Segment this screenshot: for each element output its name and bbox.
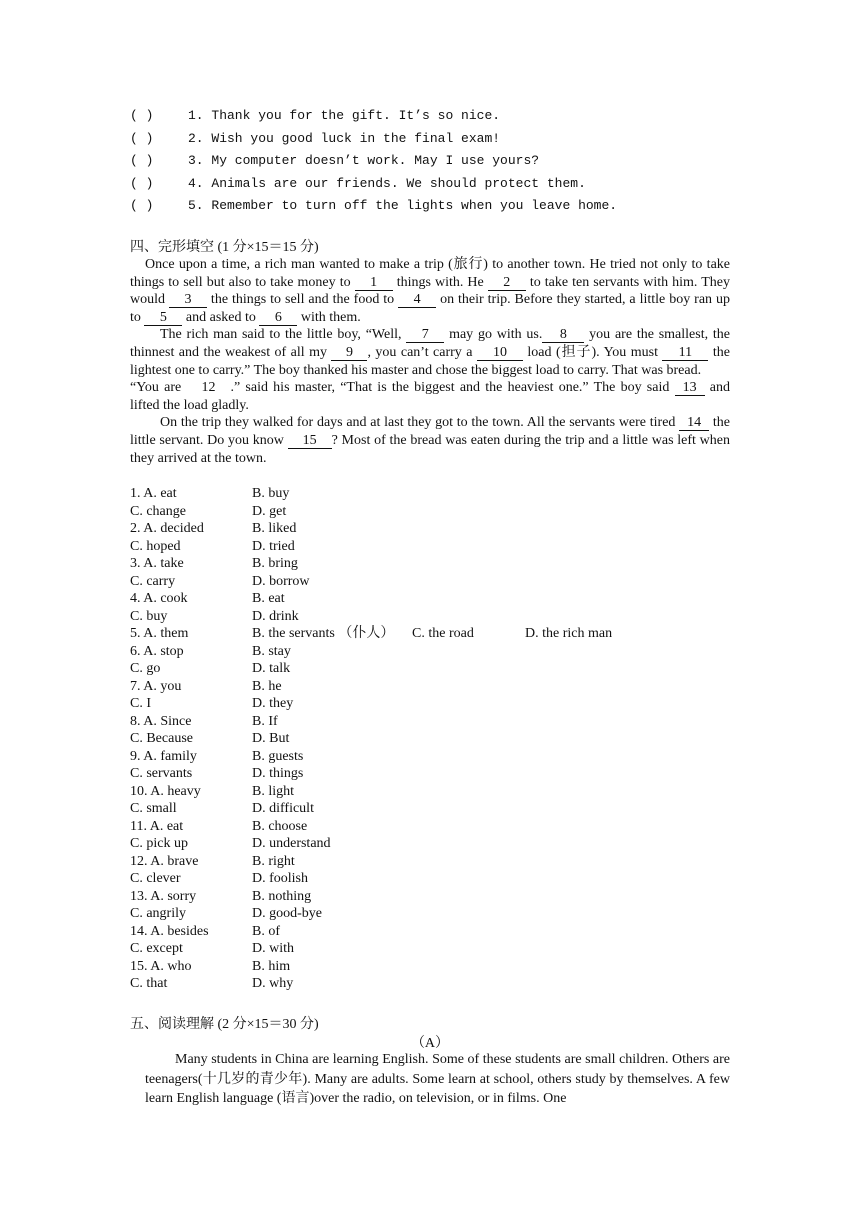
passage-label: （A）: [410, 1036, 450, 1051]
option: C. servants: [130, 766, 193, 782]
option: C. except: [130, 941, 183, 957]
option: D. foolish: [252, 871, 308, 887]
option: C. go: [130, 661, 161, 677]
option: B. nothing: [252, 888, 312, 904]
question-text: 5. Remember to turn off the lights when you leave home.: [188, 198, 618, 214]
passage-text: ? Most of the bread was eaten during the trip and a little was left when they arrived at the town.: [130, 432, 730, 466]
option: B. If: [252, 713, 278, 729]
blank-14: 14: [679, 416, 709, 431]
passage-text: the little servant. Do you know: [130, 415, 730, 448]
passage-text: load (担子). You must: [522, 344, 663, 360]
option: D. why: [252, 976, 294, 992]
passage-text: on their trip. Before they started, a little boy ran up to: [130, 292, 731, 325]
option: B. eat: [252, 591, 285, 607]
option: D. borrow: [252, 573, 310, 589]
option: 15. A. who: [130, 958, 192, 974]
option: C. carry: [130, 573, 176, 589]
passage-text: Once upon a time, a rich man wanted to make a trip (旅行) to another town. He tried not only to take things to sell but also to take money to: [130, 257, 730, 290]
option: D. things: [252, 766, 304, 782]
option: C. pick up: [130, 836, 188, 852]
answer-bracket: ( ): [130, 153, 154, 169]
option: C. the road: [412, 626, 474, 642]
passage-paragraph: [130, 379, 730, 414]
option: D. drink: [252, 608, 299, 624]
answer-bracket: ( ): [130, 130, 154, 146]
passage-text: On the trip they walked for days and at last they got to the town. All the servants were tired: [160, 415, 680, 431]
passage-text: .” said his master, “That is the biggest and the heaviest one.” The boy said: [230, 380, 675, 396]
passage-text: may go with us.: [444, 327, 543, 343]
option: B. of: [252, 923, 280, 939]
option: C. buy: [130, 608, 168, 624]
option: 13. A. sorry: [130, 888, 197, 904]
option: B. bring: [252, 556, 298, 572]
option: 6. A. stop: [130, 643, 184, 659]
blank-3: 3: [169, 293, 207, 308]
option: 2. A. decided: [130, 521, 204, 537]
option: 11. A. eat: [130, 818, 184, 834]
cloze-passage: [130, 256, 730, 467]
option: D. the rich man: [525, 626, 613, 642]
section-5-title: 五、阅读理解 (2 分×15＝30 分): [130, 1017, 319, 1032]
option: C. hoped: [130, 538, 181, 554]
option: D. good-bye: [252, 906, 322, 922]
option: D. understand: [252, 836, 331, 852]
blank-11: 11: [662, 346, 708, 361]
blank-15: 15: [288, 434, 332, 449]
option: B. choose: [252, 818, 308, 834]
option: C. Because: [130, 731, 193, 747]
blank-2: 2: [488, 276, 526, 291]
section-4-title: 四、完形填空 (1 分×15＝15 分): [130, 240, 319, 255]
blank-1: 1: [355, 276, 393, 291]
option: B. guests: [252, 748, 304, 764]
option: B. he: [252, 678, 282, 694]
reading-passage: [145, 1050, 730, 1109]
option: C. angrily: [130, 906, 186, 922]
option: D. get: [252, 503, 287, 519]
option: B. liked: [252, 521, 297, 537]
option: B. him: [252, 958, 291, 974]
passage-text: you are the smallest, the thinnest and the weakest of all my: [130, 327, 730, 360]
option: D. talk: [252, 661, 291, 677]
question-list: [130, 105, 740, 218]
option: 4. A. cook: [130, 591, 188, 607]
passage-paragraph: [130, 414, 730, 467]
question-item: [130, 105, 740, 128]
option: C. change: [130, 503, 186, 519]
option: B. light: [252, 783, 295, 799]
question-item: [130, 128, 740, 151]
option: 10. A. heavy: [130, 783, 201, 799]
passage-text: the things to sell and the food to: [206, 292, 399, 308]
option: C. I: [130, 696, 151, 712]
question-text: 1. Thank you for the gift. It’s so nice.: [188, 108, 501, 123]
blank-6: 6: [259, 311, 297, 326]
option: D. with: [252, 941, 294, 957]
passage-text: , you can’t carry a: [367, 344, 477, 360]
option: B. right: [252, 853, 295, 869]
passage-paragraph: [130, 256, 730, 326]
passage-paragraph: [130, 326, 730, 379]
passage-text: “You are: [130, 380, 187, 396]
passage-text: The rich man said to the little boy, “Well,: [160, 327, 407, 343]
blank-4: 4: [398, 293, 436, 308]
passage-text: with them.: [297, 309, 361, 325]
blank-7: 7: [406, 328, 444, 343]
blank-5: 5: [144, 311, 182, 326]
option: D. difficult: [252, 801, 314, 817]
blank-12: 12: [201, 380, 216, 396]
answer-bracket: ( ): [130, 198, 154, 214]
answer-bracket: ( ): [130, 108, 154, 123]
option: 12. A. brave: [130, 853, 199, 869]
option: B. stay: [252, 643, 291, 659]
option: 9. A. family: [130, 748, 197, 764]
passage-text: and lifted the load gladly.: [130, 380, 731, 413]
question-text: 2. Wish you good luck in the final exam!: [188, 130, 501, 146]
option: C. that: [130, 976, 168, 992]
blank-8: 8: [542, 328, 584, 343]
option: D. But: [252, 731, 290, 747]
option: B. the servants （仆人）: [252, 626, 395, 642]
option: B. buy: [252, 486, 290, 501]
passage-text: the lightest one to carry.” The boy thanked his master and chose the biggest load to carry. That was bread.: [130, 344, 730, 378]
option: C. small: [130, 801, 177, 817]
question-item: [130, 195, 740, 218]
passage-text: to take ten servants with him. They would: [130, 274, 730, 308]
option: 8. A. Since: [130, 713, 192, 729]
question-item: [130, 150, 740, 173]
option: 1. A. eat: [130, 486, 177, 501]
blank-13: 13: [675, 381, 705, 396]
passage-text: and asked to: [182, 309, 260, 325]
question-text: 3. My computer doesn’t work. May I use yours?: [188, 153, 540, 169]
option: D. they: [252, 696, 294, 712]
option: 3. A. take: [130, 556, 184, 572]
option: C. clever: [130, 871, 181, 887]
blank-9: 9: [331, 346, 367, 361]
question-text: 4. Animals are our friends. We should protect them.: [188, 175, 586, 191]
passage-text: things with. He: [392, 274, 488, 290]
option: 14. A. besides: [130, 923, 209, 939]
question-item: [130, 173, 740, 196]
blank-10: 10: [477, 346, 523, 361]
option: D. tried: [252, 538, 295, 554]
option: 5. A. them: [130, 626, 189, 642]
reading-paragraph: Many students in China are learning English. Some of these students are small children. Others are teenagers(十几岁的青少年). Many are adults. Some learn at school, others study by themselves. A few learn English language (语言)over the radio, on television, or in films. One: [145, 1052, 730, 1107]
option: 7. A. you: [130, 678, 182, 694]
answer-bracket: ( ): [130, 175, 154, 191]
